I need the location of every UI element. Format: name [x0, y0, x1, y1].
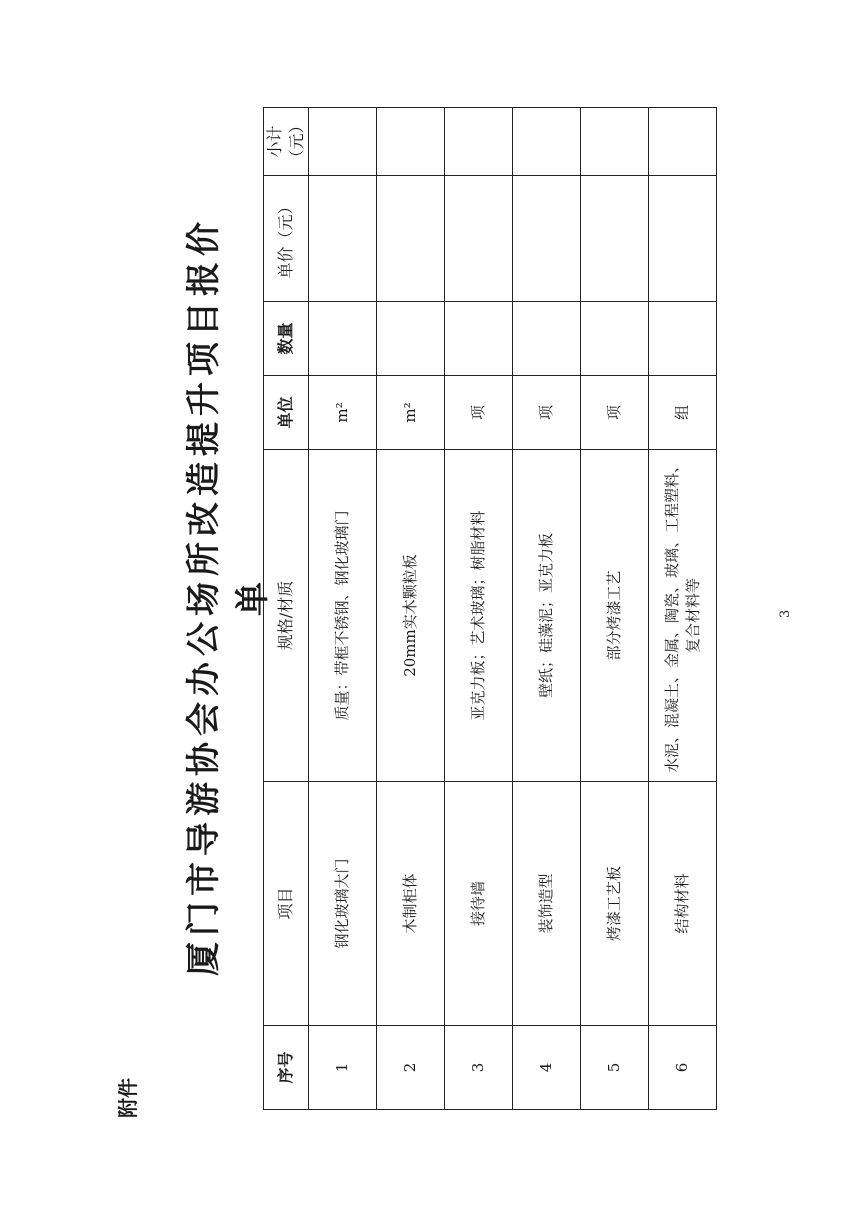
attachment-label: 附件: [116, 1078, 140, 1118]
header-spec: 规格/材质: [264, 450, 309, 782]
table-row: [581, 108, 649, 1110]
cell-price: [649, 176, 717, 302]
table-header-row: [264, 108, 309, 1110]
document-title: 厦门市导游协会办公场所改造提升项目报价单: [184, 216, 273, 976]
cell-price: [309, 176, 377, 302]
cell-qty: [445, 302, 513, 376]
cell-no: 4: [513, 1026, 581, 1110]
cell-qty: [309, 302, 377, 376]
cell-spec: 壁纸；硅藻泥；亚克力板: [513, 450, 581, 782]
cell-unit: 项: [513, 376, 581, 450]
table-row: [513, 108, 581, 1110]
cell-spec: 水泥、混凝土、金属、陶瓷、玻璃、工程塑料、复合材料等: [649, 450, 717, 782]
cell-no: 2: [377, 1026, 445, 1110]
cell-qty: [513, 302, 581, 376]
cell-qty: [581, 302, 649, 376]
cell-subtotal: [513, 108, 581, 176]
cell-item: 烤漆工艺板: [581, 782, 649, 1026]
header-item: 项目: [264, 782, 309, 1026]
header-price: 单价（元）: [264, 176, 309, 302]
cell-spec: 质量：带框不锈钢、钢化玻璃门: [309, 450, 377, 782]
cell-unit: 组: [649, 376, 717, 450]
cell-price: [445, 176, 513, 302]
cell-price: [581, 176, 649, 302]
cell-unit: m²: [377, 376, 445, 450]
cell-subtotal: [649, 108, 717, 176]
cell-spec: 部分烤漆工艺: [581, 450, 649, 782]
table-row: [649, 108, 717, 1110]
cell-unit: 项: [581, 376, 649, 450]
header-unit: 单位: [264, 376, 309, 450]
cell-item: 装饰造型: [513, 782, 581, 1026]
cell-subtotal: [309, 108, 377, 176]
cell-no: 6: [649, 1026, 717, 1110]
cell-no: 1: [309, 1026, 377, 1110]
cell-item: 木制柜体: [377, 782, 445, 1026]
cell-subtotal: [581, 108, 649, 176]
header-no: 序号: [264, 1026, 309, 1110]
cell-item: 结构材料: [649, 782, 717, 1026]
header-qty: 数量: [264, 302, 309, 376]
cell-subtotal: [377, 108, 445, 176]
cell-item: 钢化玻璃大门: [309, 782, 377, 1026]
cell-no: 3: [445, 1026, 513, 1110]
cell-qty: [649, 302, 717, 376]
cell-subtotal: [445, 108, 513, 176]
cell-spec: 20mm实木颗粒板: [377, 450, 445, 782]
page-number: 3: [778, 609, 793, 618]
cell-no: 5: [581, 1026, 649, 1110]
cell-unit: 项: [445, 376, 513, 450]
header-subtotal: 小计（元）: [264, 108, 309, 176]
quotation-table: [263, 107, 717, 1110]
cell-item: 接待墙: [445, 782, 513, 1026]
cell-qty: [377, 302, 445, 376]
table-row: [445, 108, 513, 1110]
cell-price: [377, 176, 445, 302]
cell-price: [513, 176, 581, 302]
table-row: [309, 108, 377, 1110]
table-row: [377, 108, 445, 1110]
cell-spec: 亚克力板；艺术玻璃；树脂材料: [445, 450, 513, 782]
cell-unit: m²: [309, 376, 377, 450]
